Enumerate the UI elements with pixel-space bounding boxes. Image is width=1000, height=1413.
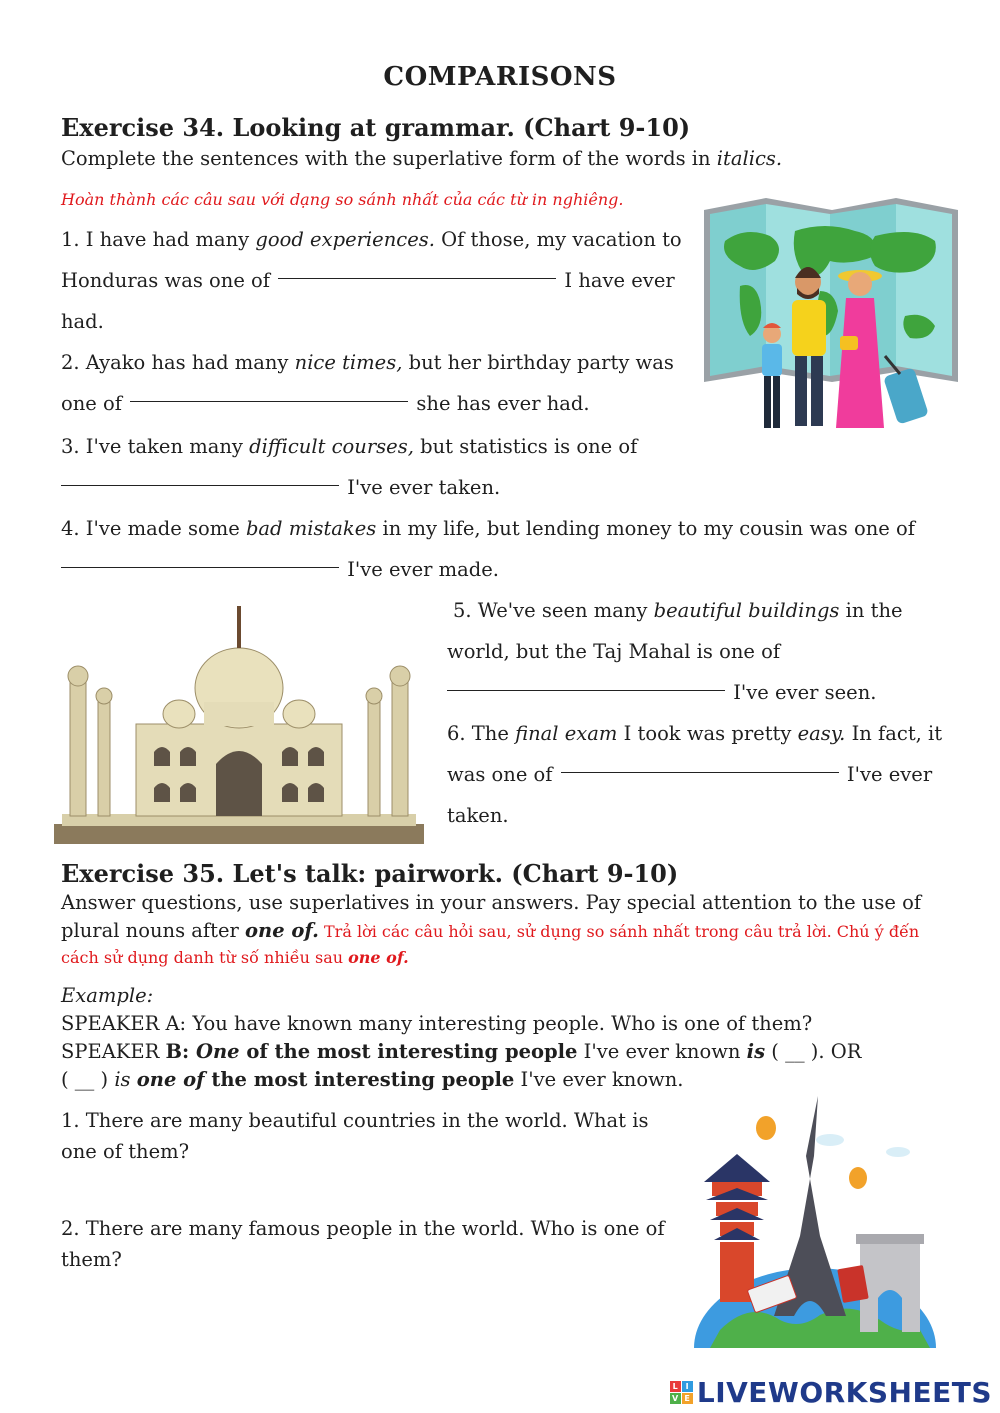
logo-grid-icon: L I V E [670,1381,693,1404]
exercise-35-heading: Exercise 35. Let's talk: pairwork. (Chart 9-10) [61,859,679,888]
exercise-34-instruction: Complete the sentences with the superlative form of the words in italics. [61,147,783,170]
pairwork-question-1: 1. There are many beautiful countries in the world. What is one of them? [61,1109,649,1163]
example-block: Example: SPEAKER A: You have known many interesting people. Who is one of them? SPEAKER B: One of the most interesting people I've ever known is ( __ ). OR ( __ ) is one of the most interesting people I've ever known. [61,984,862,1091]
answer-input-4[interactable] [61,562,339,580]
answer-blank-3[interactable] [61,467,339,486]
exercise-35-instruction: Answer questions, use superlatives in your answers. Pay special attention to the use of plural nouns after one of. Trả lời các câu hỏi sau, sử dụng so sánh nhất trong câu trả lời. Chú ý đến cách sử dụng danh từ số nhiều sau one of. [61,891,922,967]
answer-blank-2[interactable] [130,383,408,402]
family-travel-illustration [700,196,962,438]
questions-5-6: 5. We've seen many beautiful buildings in the world, but the Taj Mahal is one of I've ever seen. 6. The final exam I took was pretty easy. In fact, it was one of I've ever taken. [447,599,943,827]
answer-blank-1[interactable] [278,260,556,279]
exercise-34-instruction-vi: Hoàn thành các câu sau với dạng so sánh nhất của các từ in nghiêng. [61,190,624,209]
logo-text: LIVEWORKSHEETS [696,1376,992,1409]
page-title: COMPARISONS [383,62,617,92]
answer-input-6[interactable] [561,767,839,785]
questions-3-4: 3. I've taken many difficult courses, but statistics is one of I've ever taken. 4. I've made some bad mistakes in my life, but lending money to my cousin was one of I've ever made. [61,435,915,581]
liveworksheets-logo [670,1376,992,1409]
taj-mahal-illustration [54,602,424,850]
answer-input-3[interactable] [61,480,339,498]
answer-input-1[interactable] [278,273,556,291]
answer-input-5[interactable] [447,685,725,703]
world-landmarks-illustration [690,1092,940,1350]
exercise-34-heading: Exercise 34. Looking at grammar. (Chart 9-10) [61,113,691,142]
answer-input-2[interactable] [130,396,408,414]
answer-blank-5[interactable] [447,672,725,691]
question-1: 1. I have had many good experiences. Of those, my vacation to Honduras was one of I have ever had. 2. Ayako has had many nice times, but her birthday party was one of she has ever had. [61,228,682,415]
pairwork-question-2: 2. There are many famous people in the world. Who is one of them? [61,1217,665,1271]
answer-blank-6[interactable] [561,754,839,773]
answer-blank-4[interactable] [61,549,339,568]
